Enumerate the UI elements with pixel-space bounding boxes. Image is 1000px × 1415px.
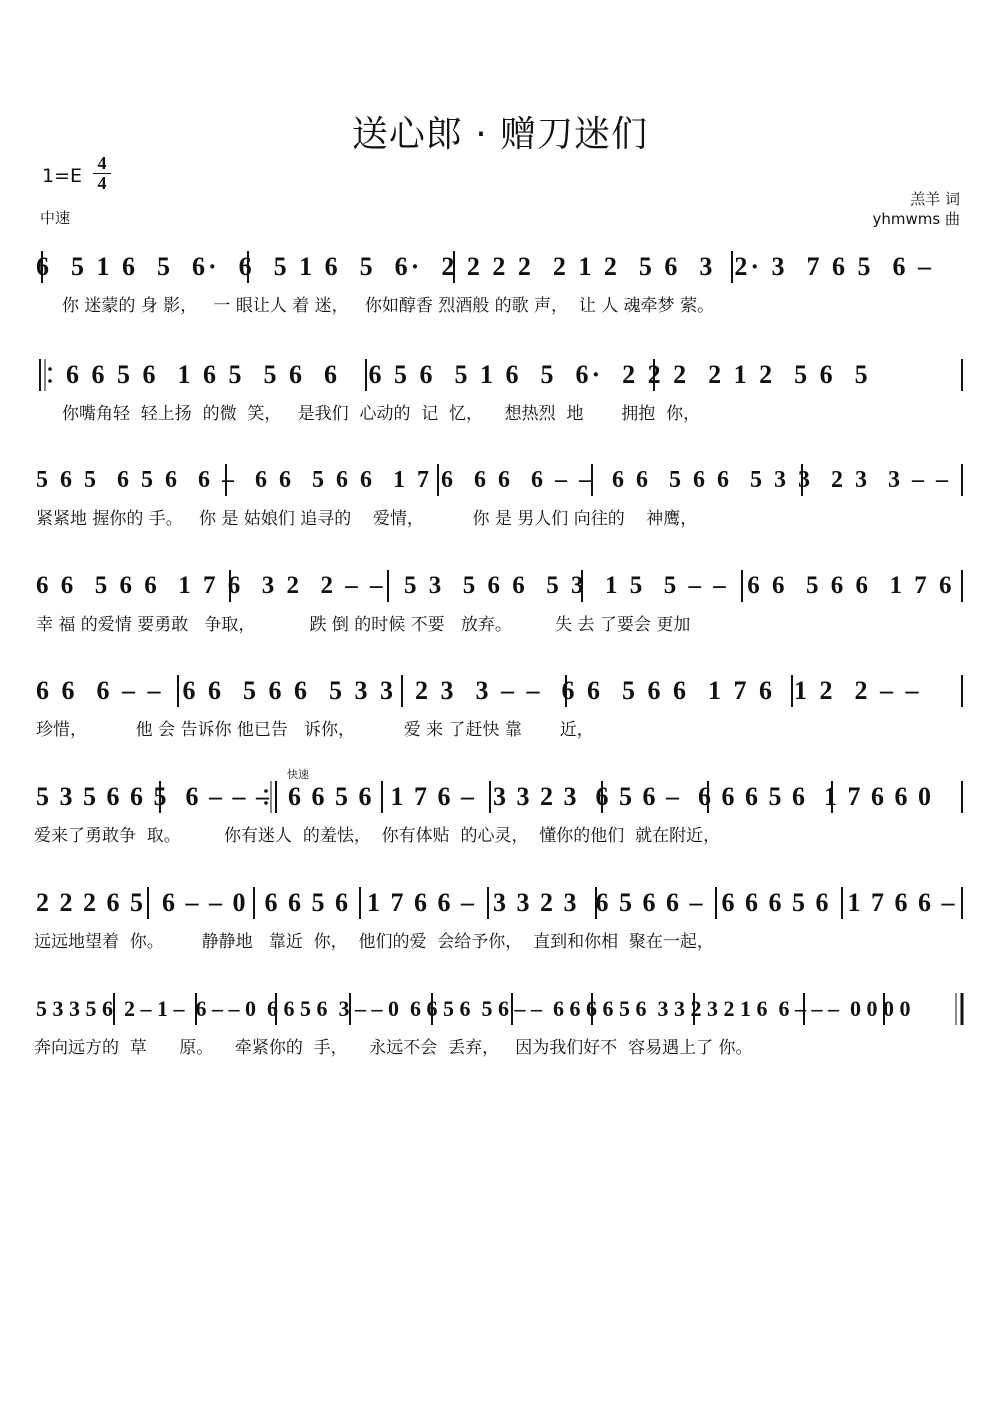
notation-line [36,355,966,395]
song-title: 送心郎 · 赠刀迷们 [351,114,649,155]
notation-line [36,671,966,711]
lyrics-line: 奔向远方的 草 原。 牵紧你的 手， 永远不会 丢弃， 因为我们好不 容易遇上了 你。 [34,1038,753,1058]
score-system [0,777,1000,877]
notes-text: 5 3 5 6 6 5 6 – – – 6 6 5 6 1 7 6 – 3 3 2 3 6 5 6 – 6 6 6 5 6 1 7 6 6 0 [36,782,933,811]
notes-text: 6 6 5 6 1 6 5 5 6 6 6 5 6 5 1 6 5 6· 2 2 2 2 1 2 5 6 5 [66,360,871,389]
notes-text: 5 6 5 6 5 6 6 – 6 6 5 6 6 1 7 6 6 6 6 – – 6 6 5 6 6 5 3 3 2 3 3 – – [36,467,951,493]
notation-line [36,989,966,1029]
notes-text: 6 6 6 – – 6 6 5 6 6 5 3 3 2 3 3 – – 6 6 5 6 6 1 7 6 1 2 2 – – [36,676,922,705]
score-system [0,355,1000,455]
time-signature [93,154,111,193]
tempo-marking: 中速 [40,209,71,227]
lyrics-line: 你嘴角轻 轻上扬 的微 笑， 是我们 心动的 记 忆， 想热烈 地 拥抱 你， [62,404,701,424]
score-system [0,989,1000,1089]
lyrics-line: 你 迷蒙的 身 影， 一 眼让人 着 迷， 你如醇香 烈酒般 的歌 声， 让 人 魂牵梦 萦。 [62,296,715,316]
composer-credit: yhmwms 曲 [872,210,960,228]
notes-text: 2 2 2 6 5 6 – – 0 6 6 5 6 1 7 6 6 – 3 3 2 3 6 5 6 6 – 6 6 6 5 6 1 7 6 6 – [36,888,957,917]
score-system [0,247,1000,347]
time-signature-bottom: 4 [93,173,111,193]
lyrics-line: 紧紧地 握你的 手。 你 是 姑娘们 追寻的 爱情， 你 是 男人们 向往的 神鹰， [36,509,698,529]
notes-text: 5 3 3 5 6 2 – 1 – 6 – – 0 6 6 5 6 3 – – 0 6 6 5 6 5 6 – – 6 6 6 6 5 6 3 3 2 3 2 1 6 6 – – – 0 0 0 0 [36,996,911,1021]
lyrics-line: 爱来了勇敢争 取。 你有迷人 的羞怯， 你有体贴 的心灵， 懂你的他们 就在附近， [34,826,721,846]
lyrics-line: 幸 福 的爱情 要勇敢 争取， 跌 倒 的时候 不要 放弃。 失 去 了要会 更加 [36,615,691,635]
notation-line [36,777,966,817]
notation-line [36,460,966,500]
key-signature: 1=E [42,165,83,187]
notes-text: 6 5 1 6 5 6· 6 5 1 6 5 6· 2 2 2 2 2 1 2 5 6 3 2· 3 7 6 5 6 – [36,252,935,281]
tempo-change-marking: 快速 [287,768,309,781]
score-system [0,883,1000,983]
lyricist-credit: 羔羊 词 [910,190,960,208]
notation-line [36,883,966,923]
score-system [0,460,1000,560]
time-signature-top: 4 [97,153,107,173]
score-system [0,566,1000,666]
notation-line [36,566,966,606]
lyrics-line: 远远地望着 你。 静静地 靠近 你， 他们的爱 会给予你， 直到和你相 聚在一起， [34,932,714,952]
notation-line [36,247,966,287]
notes-text: 6 6 5 6 6 1 7 6 3 2 2 – – 5 3 5 6 6 5 3 1 5 5 – – 6 6 5 6 6 1 7 6 [36,572,955,599]
score-system [0,671,1000,771]
lyrics-line: 珍惜， 他 会 告诉你 他已告 诉你， 爱 来 了赶快 靠 近， [36,720,594,740]
